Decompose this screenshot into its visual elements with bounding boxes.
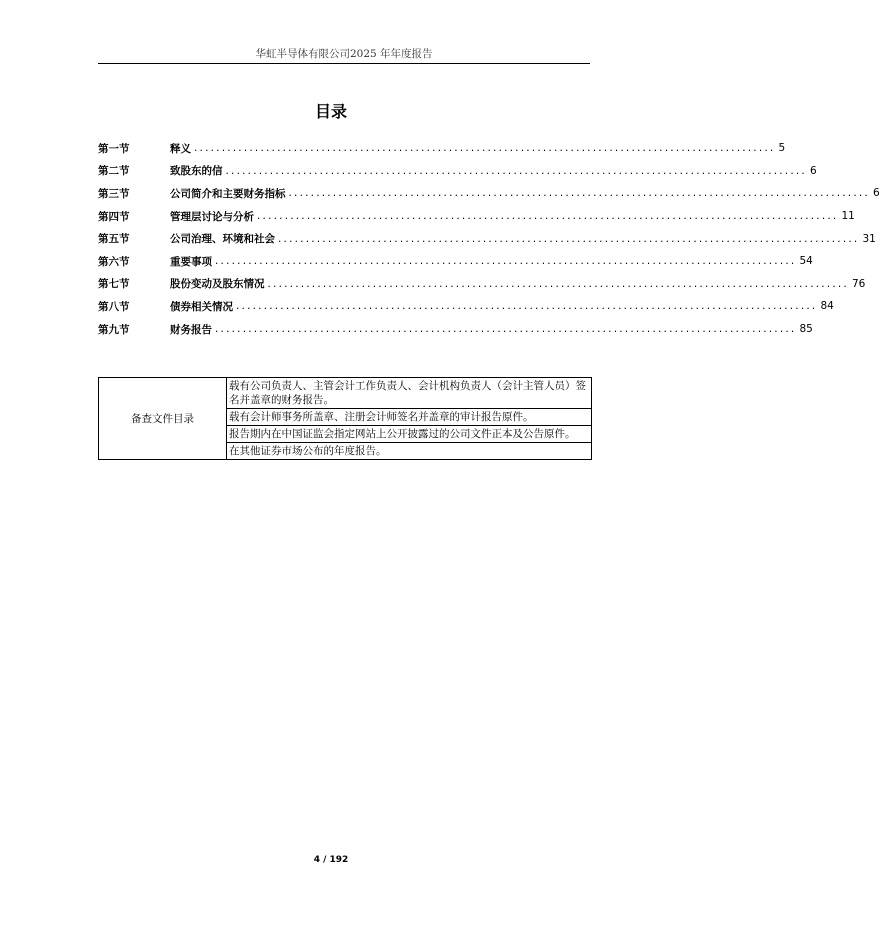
toc-entry[interactable] (98, 160, 817, 183)
toc-section-number: 第二节 (98, 165, 130, 178)
toc-section-number: 第六节 (98, 255, 130, 268)
toc-section-number: 第九节 (98, 323, 130, 336)
toc-section-number: 第一节 (98, 142, 130, 155)
toc-section-title: 财务报告 (170, 323, 212, 336)
toc-entry[interactable] (98, 250, 813, 273)
toc-section-title: 重要事项 (170, 255, 212, 268)
toc-section-title: 释义 (170, 142, 191, 155)
toc-page-number: 11 (841, 210, 855, 223)
toc-leader-dots: ......................................................................................................... (215, 323, 797, 336)
page-title: 目录 (314, 102, 347, 121)
toc-entry[interactable] (98, 227, 876, 250)
toc-page-number: 5 (778, 142, 786, 155)
reference-documents-label: 备查文件目录 (99, 378, 227, 460)
toc-section-title: 股份变动及股东情况 (170, 278, 265, 291)
toc-section-title: 债券相关情况 (170, 300, 233, 313)
table-of-contents (98, 137, 880, 340)
table-row (99, 378, 592, 409)
toc-leader-dots: ......................................................................................................... (215, 255, 797, 268)
reference-document-item: 在其他证券市场公布的年度报告。 (227, 443, 592, 460)
toc-entry[interactable] (98, 295, 834, 318)
toc-section-number: 第三节 (98, 187, 130, 200)
toc-page-number: 84 (820, 300, 834, 313)
toc-section-number: 第五节 (98, 233, 130, 246)
toc-entry[interactable] (98, 273, 866, 296)
header-divider (98, 63, 590, 64)
toc-page-number: 85 (799, 323, 813, 336)
toc-entry[interactable] (98, 205, 855, 228)
toc-section-number: 第四节 (98, 210, 130, 223)
toc-section-number: 第八节 (98, 300, 130, 313)
toc-entry[interactable] (98, 137, 786, 160)
page-header: 华虹半导体有限公司2025 年年度报告 (255, 48, 433, 60)
toc-page-number: 6 (872, 187, 880, 200)
toc-leader-dots: ......................................................................................................... (236, 300, 818, 313)
toc-leader-dots: ......................................................................................................... (267, 277, 849, 290)
toc-leader-dots: ......................................................................................................... (257, 210, 839, 223)
reference-document-item: 报告期内在中国证监会指定网站上公开披露过的公司文件正本及公告原件。 (227, 426, 592, 443)
toc-leader-dots: ......................................................................................................... (278, 232, 860, 245)
reference-document-item: 载有会计师事务所盖章、注册会计师签名并盖章的审计报告原件。 (227, 409, 592, 426)
toc-section-number: 第七节 (98, 278, 130, 291)
toc-section-title: 管理层讨论与分析 (170, 210, 254, 223)
toc-leader-dots: ......................................................................................................... (194, 142, 776, 155)
toc-page-number: 31 (862, 232, 876, 245)
toc-section-title: 公司治理、环境和社会 (170, 233, 275, 246)
toc-page-number: 6 (809, 164, 817, 177)
reference-document-item: 载有公司负责人、主管会计工作负责人、会计机构负责人（会计主管人员）签名并盖章的财务报告。 (227, 378, 592, 409)
reference-documents-table (98, 377, 592, 460)
toc-entry[interactable] (98, 182, 880, 205)
page-number: 4 / 192 (313, 855, 349, 865)
toc-section-title: 致股东的信 (170, 165, 223, 178)
toc-section-title: 公司简介和主要财务指标 (170, 187, 286, 200)
toc-leader-dots: ......................................................................................................... (288, 187, 870, 200)
toc-leader-dots: ......................................................................................................... (225, 164, 807, 177)
toc-entry[interactable] (98, 318, 813, 341)
toc-page-number: 54 (799, 255, 813, 268)
toc-page-number: 76 (851, 277, 866, 290)
